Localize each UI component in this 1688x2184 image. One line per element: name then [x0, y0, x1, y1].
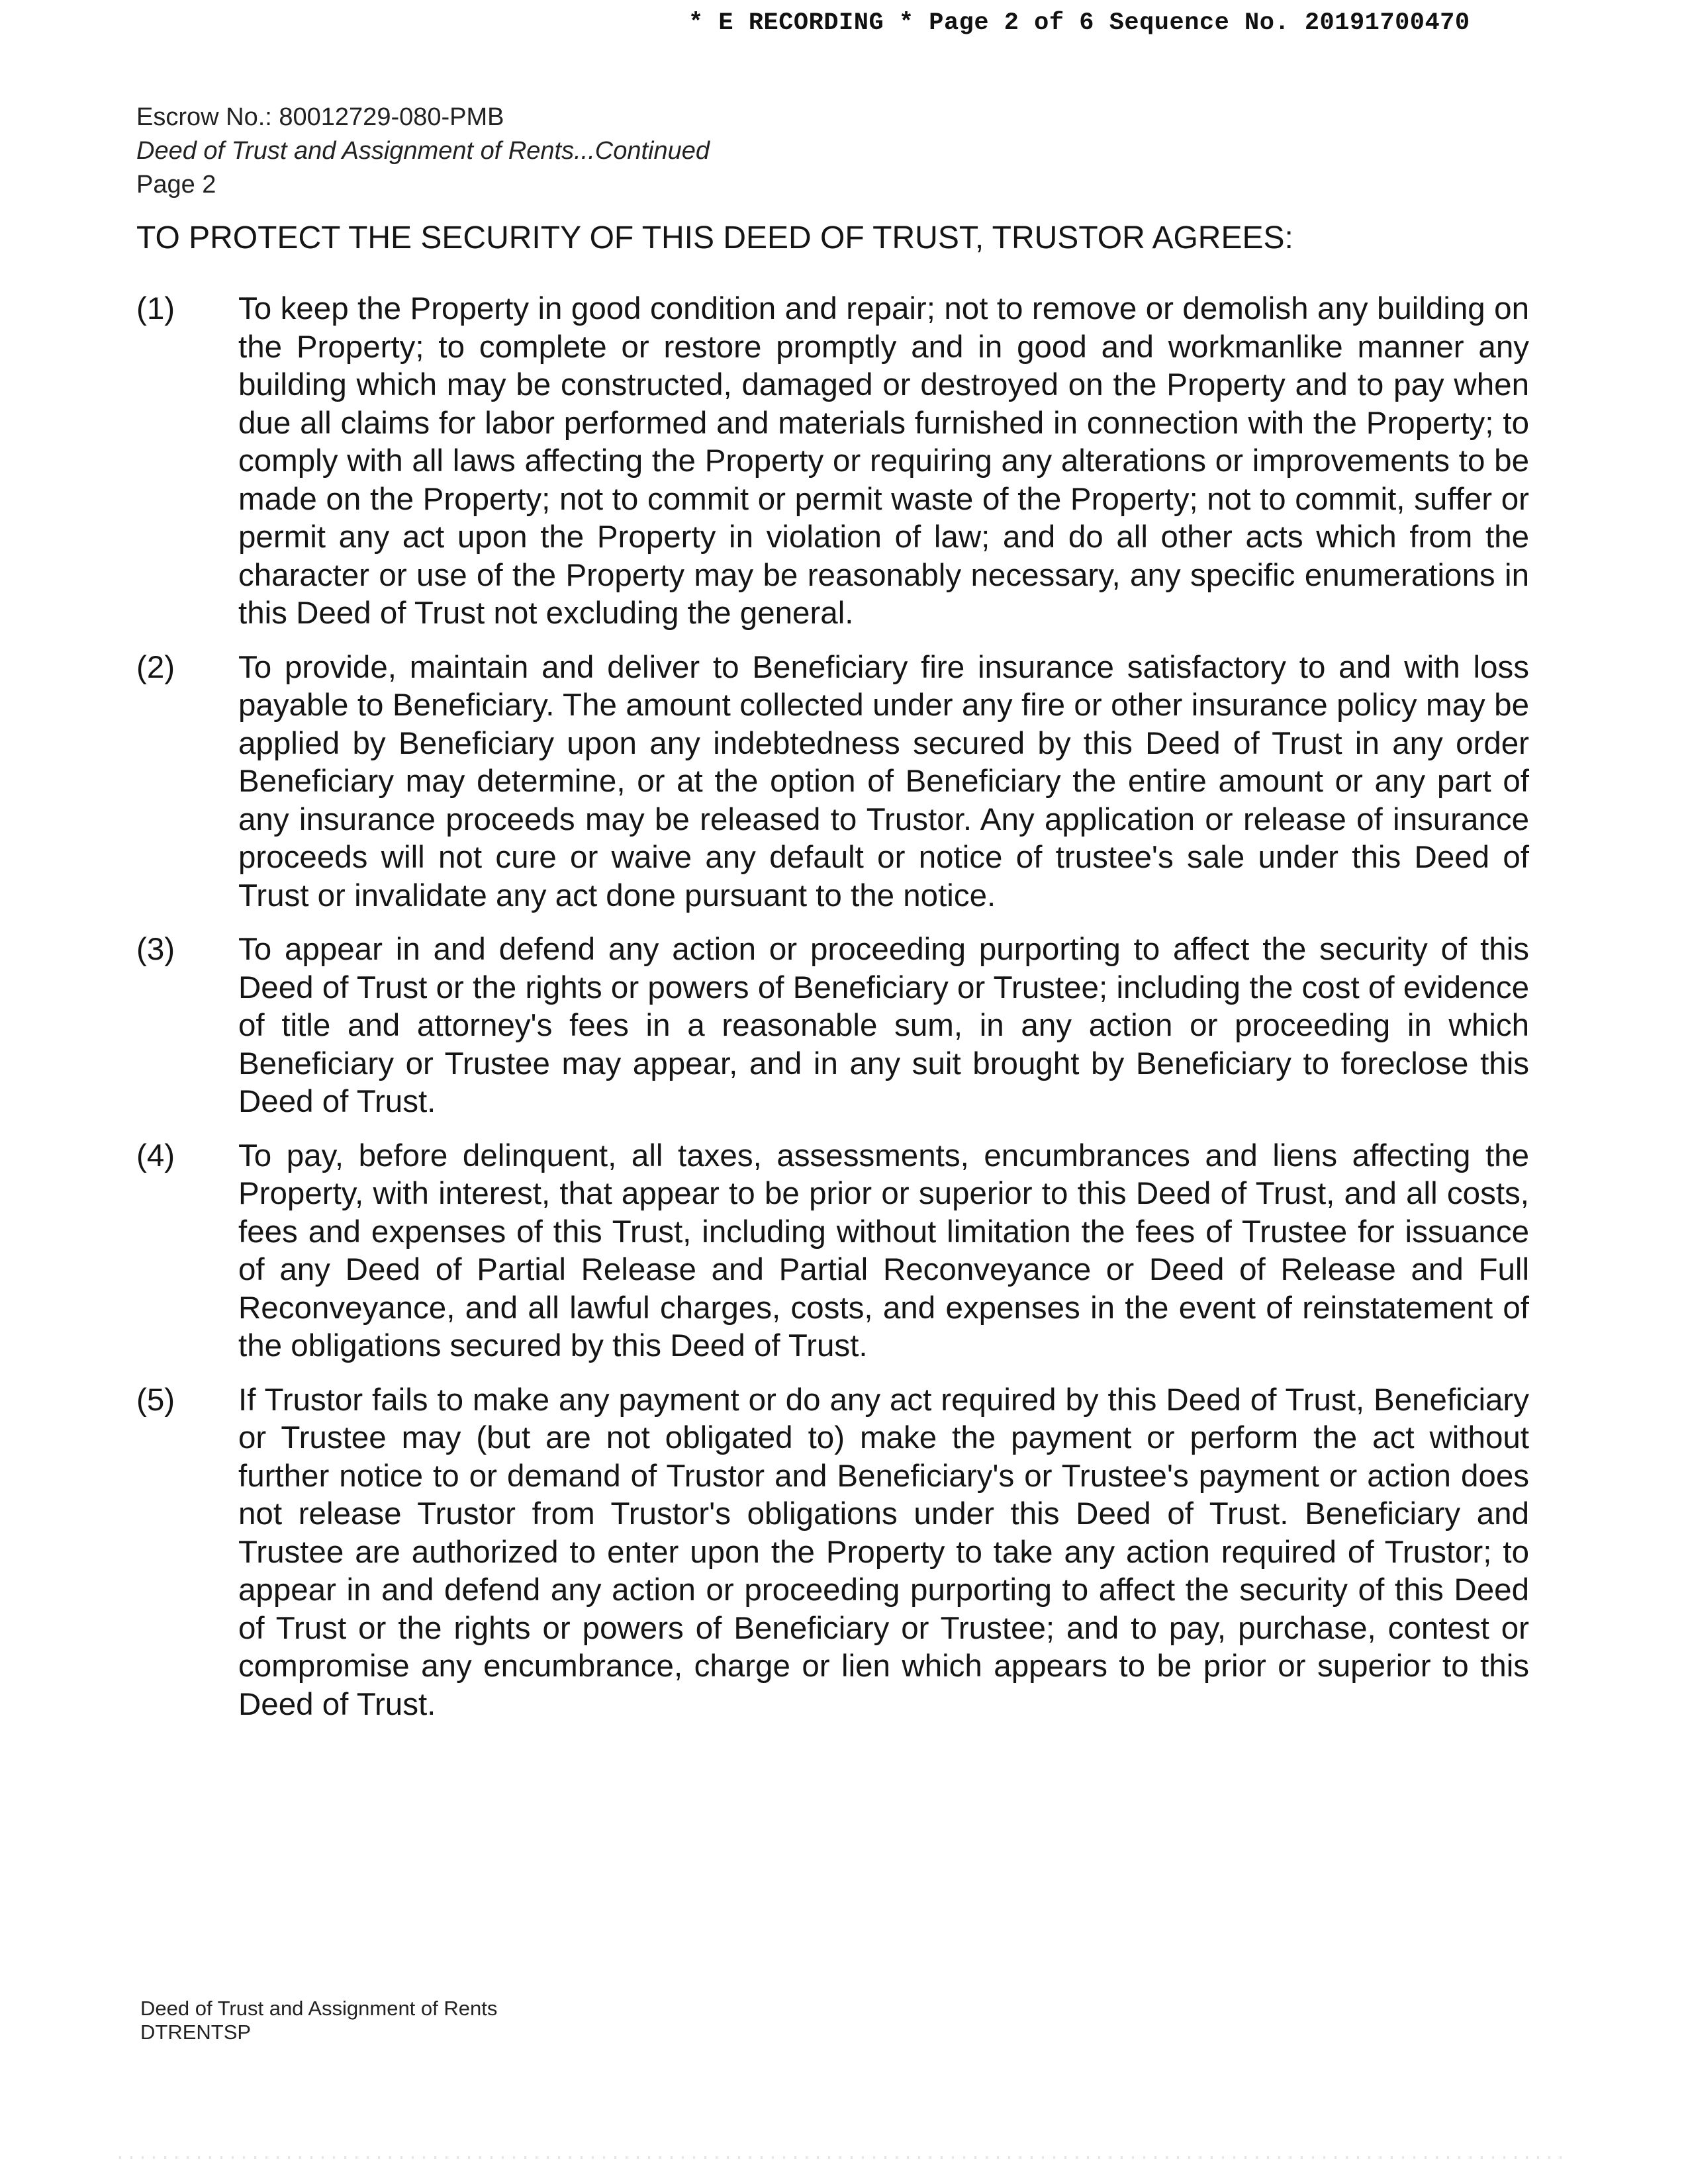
clause-text: To provide, maintain and deliver to Beneficiary fire insurance satisfactory to and with loss payable to Beneficiary. The amount collected under any fire or other insurance policy may be applied by Beneficiary upon any indebtedness secured by this Deed of Trust in any order Beneficiary may determine, or at the option of Beneficiary the entire amount or any part of any insurance proceeds may be released to Trustor. Any application or release of insurance proceeds will not cure or waive any default or notice of trustee's sale under this Deed of Trust or invalidate any act done pursuant to the notice.: [238, 649, 1529, 913]
clause-4: [136, 1137, 1529, 1365]
clause-1: [136, 290, 1529, 633]
clause-number: (4): [136, 1138, 175, 1173]
clause-text: To pay, before delinquent, all taxes, assessments, encumbrances and liens affecting the Property, with interest, that appear to be prior or superior to this Deed of Trust, and all costs, fees and expenses of this Trust, including without limitation the fees of Trustee for issuance of any Deed of Partial Release and Partial Reconveyance or Deed of Release and Full Reconveyance, and all lawful charges, costs, and expenses in the event of reinstatement of the obligations secured by this Deed of Trust.: [238, 1138, 1529, 1363]
clause-5: [136, 1381, 1529, 1724]
clause-number: (5): [136, 1382, 175, 1418]
clause-number: (3): [136, 932, 175, 967]
clause-number: (1): [136, 291, 175, 326]
clause-text: If Trustor fails to make any payment or do any act required by this Deed of Trust, Beneficiary or Trustee may (but are not obligated to) make the payment or perform the act without further notice to or demand of Trustor and Beneficiary's or Trustee's payment or action does not release Trustor from Trustor's obligations under this Deed of Trust. Beneficiary and Trustee are authorized to enter upon the Property to take any action required of Trustor; to appear in and defend any action or proceeding purporting to affect the security of this Deed of Trust or the rights or powers of Beneficiary or Trustee; and to pay, purchase, contest or compromise any encumbrance, charge or lien which appears to be prior or superior to this Deed of Trust.: [238, 1382, 1529, 1722]
document-meta-block: [136, 101, 710, 202]
footer-form-title: Deed of Trust and Assignment of Rents: [140, 1997, 498, 2020]
footer-form-code: DTRENTSP: [140, 2021, 252, 2044]
recording-stamp: * E RECORDING * Page 2 of 6 Sequence No. 20191700470: [688, 9, 1470, 37]
clause-2: [136, 649, 1529, 915]
footer: [140, 1997, 497, 2044]
page-label: Page 2: [136, 171, 216, 199]
clause-text: To keep the Property in good condition and repair; not to remove or demolish any building on the Property; to complete or restore promptly and in good and workmanlike manner any building which may be constructed, damaged or destroyed on the Property and to pay when due all claims for labor performed and materials furnished in connection with the Property; to comply with all laws affecting the Property or requiring any alterations or improvements to be made on the Property; not to commit or permit waste of the Property; not to commit, suffer or permit any act upon the Property in violation of law; and do all other acts which from the character or use of the Property may be reasonably necessary, any specific enumerations in this Deed of Trust not excluding the general.: [238, 291, 1529, 631]
continued-title: Deed of Trust and Assignment of Rents...Continued: [136, 137, 710, 165]
scan-artifact-line: [119, 2156, 1562, 2159]
escrow-number: Escrow No.: 80012729-080-PMB: [136, 103, 504, 131]
clause-3: [136, 931, 1529, 1121]
clause-number: (2): [136, 649, 175, 685]
section-heading: TO PROTECT THE SECURITY OF THIS DEED OF TRUST, TRUSTOR AGREES:: [136, 220, 1293, 255]
clause-text: To appear in and defend any action or proceeding purporting to affect the security of this Deed of Trust or the rights or powers of Beneficiary or Trustee; including the cost of evidence of title and attorney's fees in a reasonable sum, in any action or proceeding in which Beneficiary or Trustee may appear, and in any suit brought by Beneficiary to foreclose this Deed of Trust.: [238, 932, 1529, 1119]
clause-list: [136, 290, 1529, 1739]
